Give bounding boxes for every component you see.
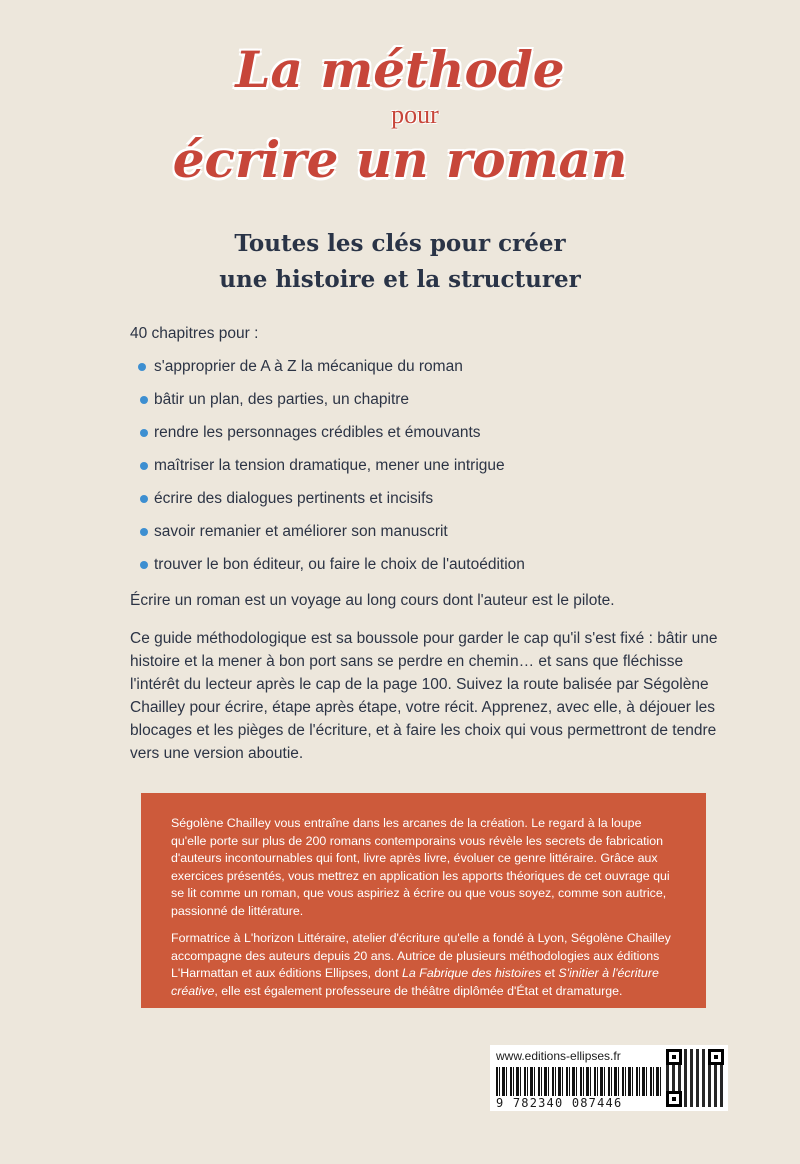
list-item-text: rendre les personnages crédibles et émouvants [154,424,481,441]
subtitle-line-1: Toutes les clés pour créer [234,230,566,257]
title-pour: pour [391,100,439,129]
book-title-initier: S'initier à l'écriture créative [171,966,659,998]
bullet-dot-icon [140,528,148,536]
website-url[interactable]: www.editions-ellipses.fr [496,1049,621,1063]
bullet-dot-icon [140,495,148,503]
list-item-text: trouver le bon éditeur, ou faire le choix de l'autoédition [154,556,525,573]
bullet-dot-icon [140,429,148,437]
barcode-icon [496,1067,664,1097]
title-line-1: La méthode [235,40,565,99]
list-item [130,355,730,388]
qr-finder-icon [708,1049,724,1065]
list-item-text: bâtir un plan, des parties, un chapitre [154,391,410,408]
paragraph-guide: Ce guide méthodologique est sa boussole pour garder le cap qu'il s'est fixé : bâtir une histoire et la mener à bon port sans se perdre en chemin… et sans que fléchisse l'intérêt du lecteur après le cap de la page 100. Suivez la route balisée par Ségolène Chailley pour écrire, étape après étape, votre récit. Apprenez, avec elle, à déjouer les blocages et les pièges de l'écriture, et à faire les choix qui vous permettront de tendre vers une version aboutie. [130,630,718,762]
chapter-list [130,355,730,586]
author-box [141,793,706,1008]
main-content [130,322,730,765]
title-line-2: écrire un roman [172,130,628,189]
author-paragraph-2 [171,930,680,1000]
cover-title [0,40,800,190]
list-item [130,454,730,487]
subtitle-line-2: une histoire et la structurer [219,266,581,293]
book-title-fabrique: La Fabrique des histoires [402,966,542,980]
list-item [130,421,730,454]
paragraph-voyage: Écrire un roman est un voyage au long cours dont l'auteur est le pilote. [130,592,615,609]
author-paragraph-1: Ségolène Chailley vous entraîne dans les arcanes de la création. Le regard à la loupe qu'elle porte sur plus de 200 romans contemporains vous révèle les secrets de fabrication d'auteurs incontournables qui font, livre après livre, évoluer ce genre littéraire. Grâce aux exercices présentés, vous mettrez en application les apports théoriques de cet ouvrage qui se lit comme un roman, que vous aspiriez à écrire ou que vous soyez, comme son autrice, passionné de littérature. [171,816,670,918]
bullet-dot-icon [140,396,148,404]
bullet-dot-icon [140,462,148,470]
qr-code-icon[interactable] [666,1049,724,1107]
qr-finder-icon [666,1091,682,1107]
list-item-text: maîtriser la tension dramatique, mener une intrigue [154,457,505,474]
list-item [130,553,730,586]
list-item-text: savoir remanier et améliorer son manuscrit [154,523,448,540]
author-bio-text: Formatrice à L'horizon Littéraire, atelier d'écriture qu'elle a fondé à Lyon, Ségolène Chailley accompagne des auteurs depuis 20 ans. Autrice de plusieurs méthodologies aux éditions L'Harmattan et aux éditions Ellipses, dont [171,931,671,980]
bullet-dot-icon [140,561,148,569]
list-item-text: s'approprier de A à Z la mécanique du roman [154,358,463,375]
barcode-panel [490,1045,728,1111]
list-item [130,520,730,553]
author-bio-end: , elle est également professeure de théâtre diplômée d'État et dramaturge. [214,983,623,998]
list-item [130,487,730,520]
bullet-dot-icon [138,363,146,371]
list-item [130,388,730,421]
intro-text: 40 chapitres pour : [130,325,259,342]
cover-subtitle [0,226,800,298]
list-item-text: écrire des dialogues pertinents et incisifs [154,490,434,507]
conjunction-text: et [541,966,559,980]
qr-finder-icon [666,1049,682,1065]
isbn-number: 9 782340 087446 [496,1096,664,1110]
